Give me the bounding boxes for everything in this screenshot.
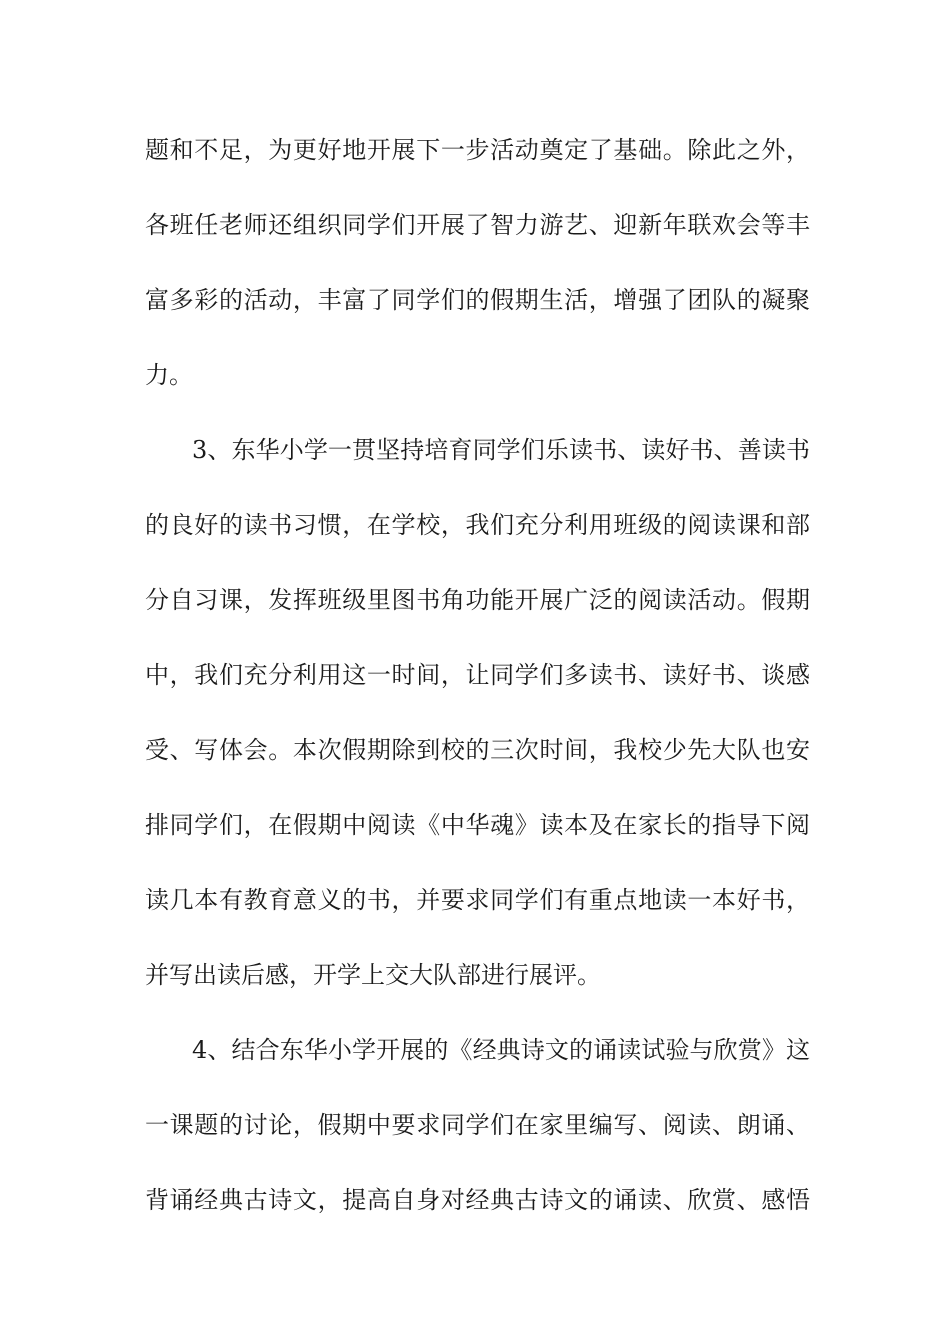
text-line: 富多彩的活动，丰富了同学们的假期生活，增强了团队的凝聚 [145, 286, 810, 314]
paragraph-4-start: 4、结合东华小学开展的《经典诗文的诵读试验与欣赏》这 [192, 1036, 810, 1064]
text-line: 受、写体会。本次假期除到校的三次时间，我校少先大队也安 [145, 736, 810, 764]
text-line: 背诵经典古诗文，提高自身对经典古诗文的诵读、欣赏、感悟 [145, 1186, 810, 1214]
text-line: 读几本有教育意义的书，并要求同学们有重点地读一本好书， [145, 886, 810, 914]
text-line: 力。 [145, 361, 193, 389]
text-line: 的良好的读书习惯，在学校，我们充分利用班级的阅读课和部 [145, 511, 810, 539]
text-line: 分自习课，发挥班级里图书角功能开展广泛的阅读活动。假期 [145, 586, 810, 614]
text-line: 各班任老师还组织同学们开展了智力游艺、迎新年联欢会等丰 [145, 211, 810, 239]
text-line: 题和不足，为更好地开展下一步活动奠定了基础。除此之外， [145, 136, 810, 164]
text-line: 并写出读后感，开学上交大队部进行展评。 [145, 961, 601, 989]
text-line: 中，我们充分利用这一时间，让同学们多读书、读好书、谈感 [145, 661, 810, 689]
text-line: 排同学们，在假期中阅读《中华魂》读本及在家长的指导下阅 [145, 811, 810, 839]
text-line: 一课题的讨论，假期中要求同学们在家里编写、阅读、朗诵、 [145, 1111, 810, 1139]
paragraph-3-start: 3、东华小学一贯坚持培育同学们乐读书、读好书、善读书 [192, 436, 810, 464]
